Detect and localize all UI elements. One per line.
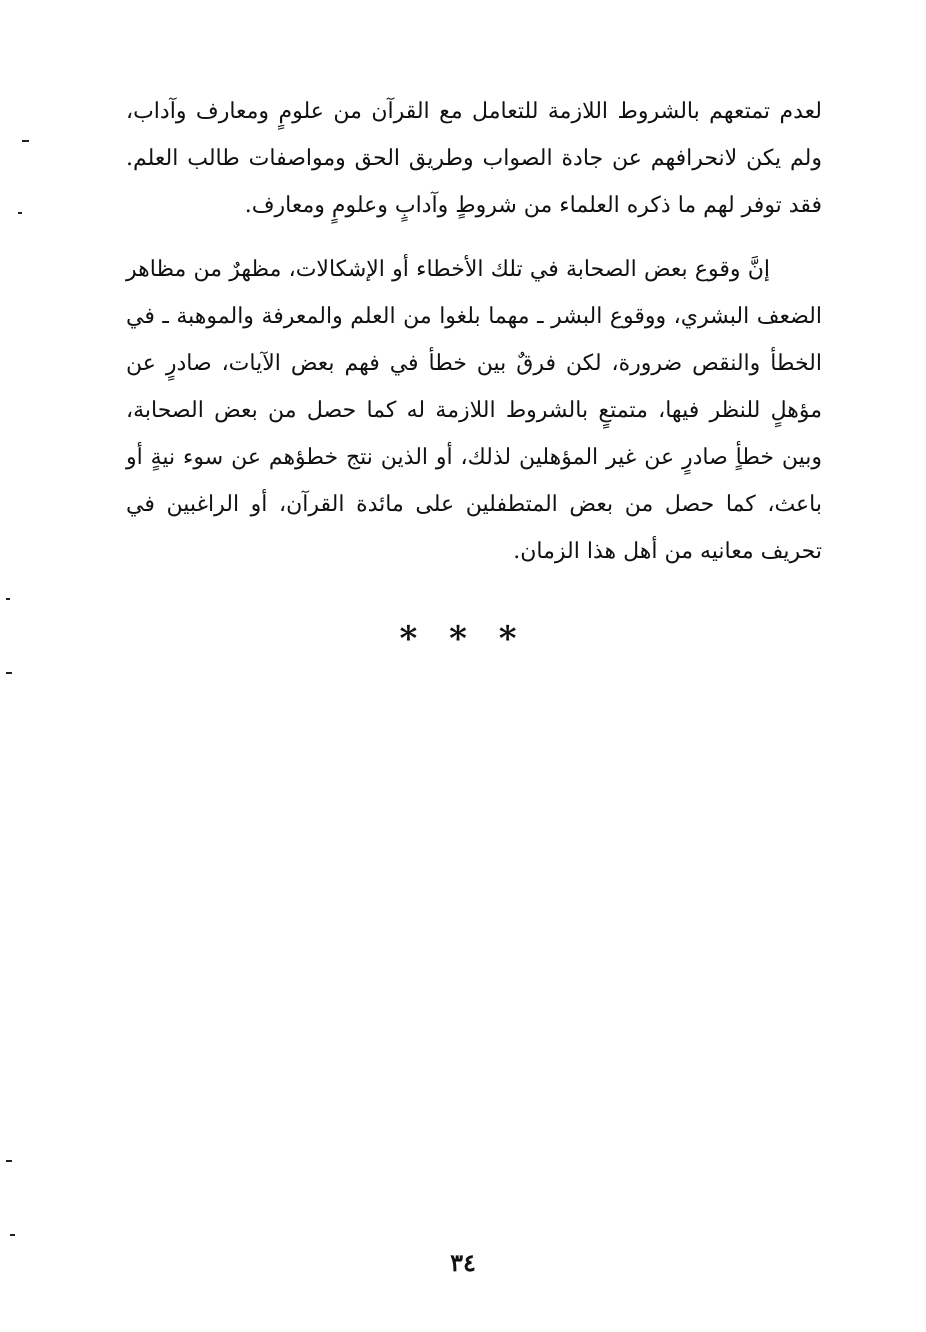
scan-mark xyxy=(22,140,29,142)
body-paragraph-2 xyxy=(126,246,822,575)
paragraph-text: إنَّ وقوع بعض الصحابة في تلك الأخطاء أو الإشكالات، مظهرٌ من مظاهر الضعف البشري، ووقوع البشر ـ مهما بلغوا من العلم والمعرفة والموهبة ـ في الخطأ والنقص ضرورة، لكن فرقٌ بين خطأ في فهم بعض الآيات، صادرٍ عن مؤهلٍ للنظر فيها، متمتعٍ بالشروط اللازمة له كما حصل من بعض الصحابة، وبين خطأٍ صادرٍ عن غير المؤهلين لذلك، أو الذين نتج خطؤهم عن سوء نيةٍ أو باعث، كما حصل من بعض المتطفلين على مائدة القرآن، أو الراغبين في تحريف معانيه من أهل هذا الزمان. xyxy=(126,257,822,564)
scan-mark xyxy=(6,598,10,600)
page-number: ٣٤ xyxy=(450,1248,476,1277)
paragraph-text: لعدم تمتعهم بالشروط اللازمة للتعامل مع القرآن من علومٍ ومعارف وآداب، ولم يكن لانحرافهم عن جادة الصواب وطريق الحق ومواصفات طالب العلم. فقد توفر لهم ما ذكره العلماء من شروطٍ وآدابٍ وعلومٍ ومعارف. xyxy=(126,99,822,218)
scan-mark xyxy=(18,212,22,214)
scan-mark xyxy=(10,1234,15,1236)
scan-mark xyxy=(6,672,12,674)
scan-mark xyxy=(6,1160,12,1162)
body-paragraph-1 xyxy=(126,88,822,229)
section-separator: * * * xyxy=(399,619,527,659)
